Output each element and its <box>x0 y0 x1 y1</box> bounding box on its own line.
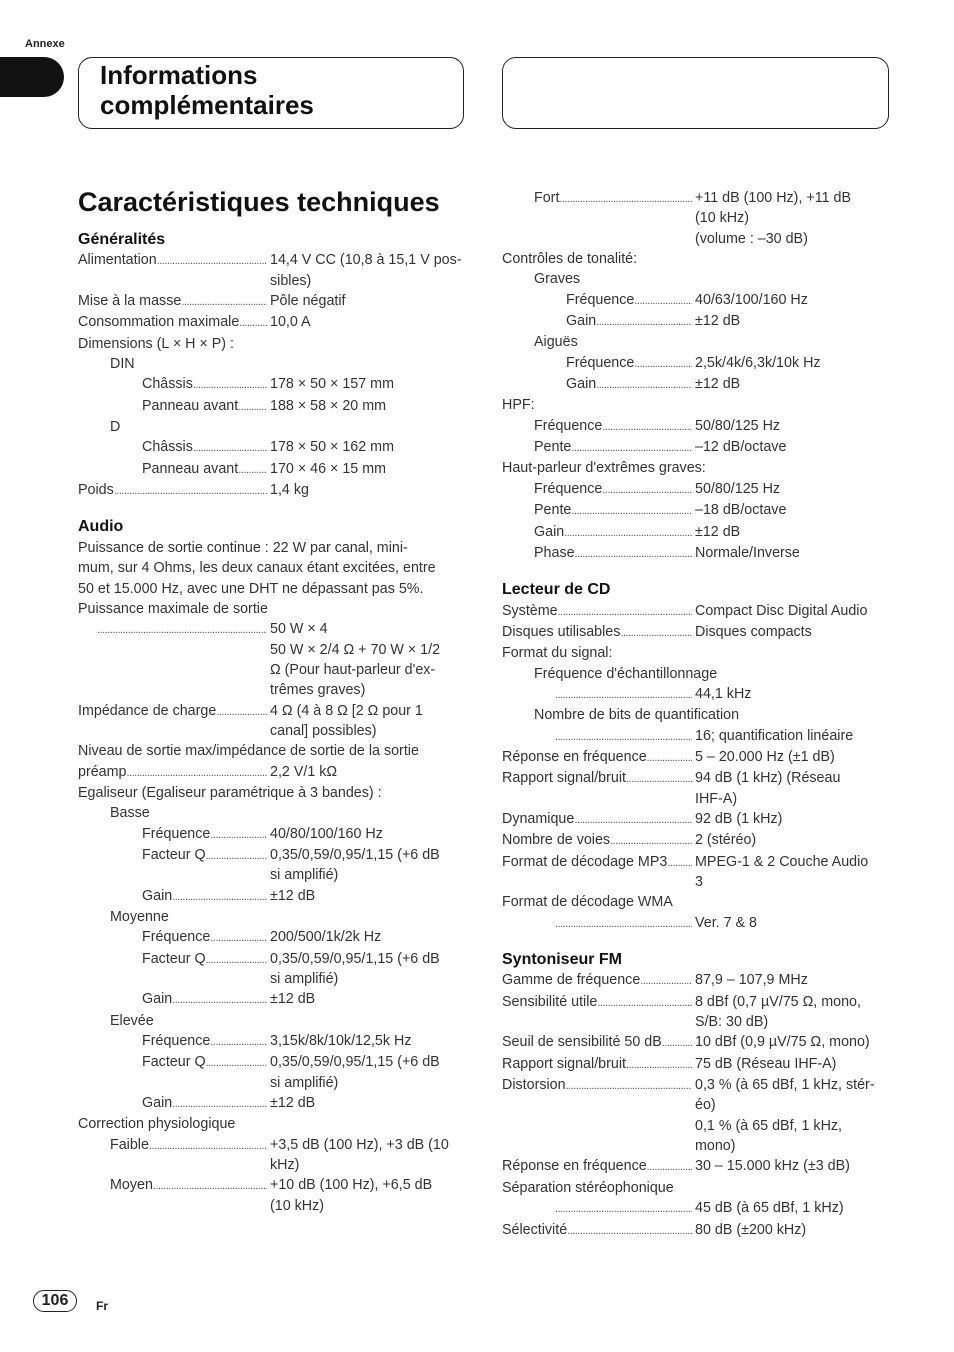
spec-row <box>502 353 894 374</box>
spec-label: Fort ..... <box>502 188 692 249</box>
spec-row <box>502 1220 894 1241</box>
spec-label: Gain ..... <box>78 989 267 1010</box>
spec-row <box>502 1054 894 1075</box>
spec-row <box>502 913 894 934</box>
spec-label: Fréquence ..... <box>502 416 692 437</box>
spec-row <box>78 845 466 886</box>
spec-row <box>502 601 894 622</box>
spec-group-label: Nombre de bits de quantification <box>534 707 740 724</box>
spec-value: +3,5 dB (100 Hz), +3 dB (10 kHz) <box>270 1136 449 1174</box>
section-title-line-1: Informations <box>100 60 258 90</box>
spec-value: ±12 dB <box>695 376 741 393</box>
spec-group-label: DIN <box>110 356 135 373</box>
spec-value: 50 W × 4 50 W × 2/4 Ω + 70 W × 1/2 Ω (Pour haut-parleur d'ex- trêmes graves) <box>270 621 441 699</box>
spec-label: Fréquence ..... <box>502 479 692 500</box>
spec-value: Ver. 7 & 8 <box>695 914 757 931</box>
spec-value: MPEG-1 & 2 Couche Audio 3 <box>695 853 869 890</box>
spec-label: Facteur Q ..... <box>78 845 267 886</box>
spec-group-label: Egaliseur (Egaliseur paramétrique à 3 bandes) : <box>78 784 382 801</box>
spec-label <box>502 1198 692 1219</box>
spec-row <box>502 437 894 458</box>
spec-paragraph: Puissance de sortie continue : 22 W par canal, mini- mum, sur 4 Ohms, les deux canaux étant excitées, entre 50 et 15.000 Hz, avec une DHT ne dépassant pas 5%. <box>78 539 436 597</box>
language-code: Fr <box>96 1299 108 1313</box>
spec-value: 2 (stéréo) <box>695 832 757 849</box>
spec-value: –18 dB/octave <box>695 502 787 519</box>
spec-row <box>502 684 894 705</box>
spec-label <box>502 726 692 747</box>
spec-group-label: Moyenne <box>110 909 169 925</box>
spec-value: ±12 dB <box>270 1095 316 1112</box>
spec-label: Fréquence ..... <box>78 824 267 845</box>
section-gap <box>502 934 894 950</box>
spec-label: Châssis ..... <box>78 374 267 395</box>
spec-label: Poids ..... <box>78 480 267 501</box>
spec-label: Phase ..... <box>502 543 692 564</box>
spec-value: 92 dB (1 kHz) <box>695 810 783 827</box>
spec-value: 75 dB (Réseau IHF-A) <box>695 1055 837 1072</box>
spec-label: Fréquence ..... <box>502 353 692 374</box>
spec-row <box>502 852 894 893</box>
spec-row <box>502 992 894 1033</box>
spec-label: Impédance de charge ..... <box>78 701 267 742</box>
spec-row <box>502 543 894 564</box>
section-gap <box>78 501 466 517</box>
spec-row <box>78 1135 466 1176</box>
spec-value: 188 × 58 × 20 mm <box>270 397 387 414</box>
spec-value: 16; quantification linéaire <box>695 727 854 744</box>
spec-label: Gain ..... <box>502 522 692 543</box>
left-column <box>78 230 466 1216</box>
spec-value: 4 Ω (4 à 8 Ω [2 Ω pour 1 canal] possibles) <box>270 702 423 739</box>
page-title: Caractéristiques techniques <box>78 187 440 217</box>
spec-value: 10 dBf (0,9 µV/75 Ω, mono) <box>695 1034 870 1051</box>
spec-label <box>502 684 692 705</box>
spec-label: Seuil de sensibilité 50 dB ..... <box>502 1032 692 1053</box>
spec-value: 170 × 46 × 15 mm <box>270 460 387 477</box>
spec-label: Panneau avant ..... <box>78 459 267 480</box>
spec-row <box>502 747 894 768</box>
annex-label: Annexe <box>25 38 65 50</box>
spec-row <box>78 762 466 783</box>
page-number: 106 <box>33 1290 77 1312</box>
spec-value: 14,4 V CC (10,8 à 15,1 V pos- sibles) <box>270 252 462 289</box>
spec-group-label: Format du signal: <box>502 645 613 662</box>
spec-row <box>502 726 894 747</box>
spec-value: 50/80/125 Hz <box>695 417 781 434</box>
spec-value: 44,1 kHz <box>695 685 752 702</box>
spec-row <box>78 949 466 990</box>
spec-label: Sélectivité ..... <box>502 1220 692 1241</box>
spec-label: Gain ..... <box>502 311 692 332</box>
spec-label: Panneau avant ..... <box>78 396 267 417</box>
spec-group-label: Graves <box>534 271 581 288</box>
spec-label: Fréquence ..... <box>78 1031 267 1052</box>
spec-label: Rapport signal/bruit ..... <box>502 768 692 809</box>
spec-row <box>78 374 466 395</box>
spec-value: Pôle négatif <box>270 293 346 310</box>
spec-row <box>502 1156 894 1177</box>
spec-label: Sensibilité utile ..... <box>502 992 692 1033</box>
spec-label: Nombre de voies ..... <box>502 830 692 851</box>
section-title <box>100 60 314 120</box>
spec-group-label: Aiguës <box>534 334 578 351</box>
spec-label: Fréquence ..... <box>78 927 267 948</box>
spec-row <box>502 290 894 311</box>
spec-label: Réponse en fréquence ..... <box>502 747 692 768</box>
spec-label: Rapport signal/bruit ..... <box>502 1054 692 1075</box>
spec-group-label: Basse <box>110 805 150 822</box>
spec-label: Pente ..... <box>502 500 692 521</box>
spec-value: ±12 dB <box>695 313 741 330</box>
spec-label: Consommation maximale ..... <box>78 312 267 333</box>
spec-row <box>78 1175 466 1216</box>
spec-value: 200/500/1k/2k Hz <box>270 929 382 946</box>
spec-value: 5 – 20.000 Hz (±1 dB) <box>695 748 835 765</box>
spec-group-label: Haut-parleur d'extrêmes graves: <box>502 460 706 477</box>
section-tab-marker <box>0 57 64 97</box>
fm-heading: Syntoniseur FM <box>502 951 623 969</box>
spec-label: Faible ..... <box>78 1135 267 1176</box>
audio-heading: Audio <box>78 518 124 536</box>
spec-row <box>502 500 894 521</box>
spec-group-label: Contrôles de tonalité: <box>502 251 638 268</box>
spec-group-label: Fréquence d'échantillonnage <box>534 665 718 682</box>
audio-continued-list <box>502 188 894 564</box>
spec-value: 0,35/0,59/0,95/1,15 (+6 dB si amplifié) <box>270 846 440 884</box>
spec-value: 87,9 – 107,9 MHz <box>695 972 808 989</box>
spec-value: 10,0 A <box>270 314 311 331</box>
cd-list <box>502 601 894 935</box>
spec-value: +10 dB (100 Hz), +6,5 dB (10 kHz) <box>270 1177 433 1214</box>
audio-list <box>78 538 466 1216</box>
spec-row <box>78 250 466 291</box>
spec-group-label: D <box>110 419 121 436</box>
spec-label: Pente ..... <box>502 437 692 458</box>
spec-value: 94 dB (1 kHz) (Réseau IHF-A) <box>695 770 841 807</box>
spec-row <box>78 927 466 948</box>
spec-value: 0,35/0,59/0,95/1,15 (+6 dB si amplifié) <box>270 950 440 988</box>
spec-group-label: Séparation stéréophonique <box>502 1179 674 1196</box>
spec-label: Gain ..... <box>502 374 692 395</box>
spec-label: Moyen ..... <box>78 1175 267 1216</box>
section-title-line-2: complémentaires <box>100 90 314 120</box>
spec-label: Mise à la masse ..... <box>78 291 267 312</box>
spec-value: 80 dB (±200 kHz) <box>695 1221 807 1238</box>
spec-label: Facteur Q ..... <box>78 949 267 990</box>
spec-label: Gain ..... <box>78 1093 267 1114</box>
generalites-list <box>78 250 466 501</box>
spec-value: ±12 dB <box>695 523 741 540</box>
spec-row <box>502 1198 894 1219</box>
section-gap <box>502 564 894 580</box>
spec-row <box>78 480 466 501</box>
spec-value: 178 × 50 × 162 mm <box>270 439 394 456</box>
spec-row <box>502 1032 894 1053</box>
spec-value: 8 dBf (0,7 µV/75 Ω, mono, S/B: 30 dB) <box>695 993 861 1031</box>
spec-value: 40/80/100/160 Hz <box>270 825 383 842</box>
spec-value: Disques compacts <box>695 623 812 640</box>
spec-row <box>78 886 466 907</box>
cd-heading: Lecteur de CD <box>502 581 611 599</box>
spec-group-label: Format de décodage WMA <box>502 894 673 911</box>
spec-group-label: Dimensions (L × H × P) : <box>78 335 234 352</box>
spec-row <box>502 830 894 851</box>
spec-label: Disques utilisables ..... <box>502 622 692 643</box>
spec-row <box>502 768 894 809</box>
spec-value: Normale/Inverse <box>695 544 800 561</box>
spec-row <box>502 416 894 437</box>
spec-value: ±12 dB <box>270 887 316 904</box>
spec-value: 45 dB (à 65 dBf, 1 kHz) <box>695 1200 844 1217</box>
spec-label: Dynamique ..... <box>502 809 692 830</box>
spec-row <box>502 809 894 830</box>
spec-value: 0,3 % (à 65 dBf, 1 kHz, stér- éo) 0,1 % (à 65 dBf, 1 kHz, mono) <box>695 1077 875 1155</box>
fm-list <box>502 970 894 1240</box>
spec-row <box>78 459 466 480</box>
spec-row <box>78 824 466 845</box>
spec-label <box>78 619 267 700</box>
spec-value: 40/63/100/160 Hz <box>695 291 808 308</box>
spec-row <box>78 1093 466 1114</box>
generalites-heading: Généralités <box>78 231 166 248</box>
empty-header-box <box>502 57 889 129</box>
spec-row <box>78 1031 466 1052</box>
spec-label: Gain ..... <box>78 886 267 907</box>
spec-row <box>502 970 894 991</box>
spec-label <box>502 913 692 934</box>
spec-row <box>502 479 894 500</box>
spec-row <box>78 1052 466 1093</box>
spec-value: 0,35/0,59/0,95/1,15 (+6 dB si amplifié) <box>270 1054 440 1091</box>
spec-value: 2,5k/4k/6,3k/10k Hz <box>695 354 821 371</box>
spec-row <box>502 622 894 643</box>
spec-group-label: Puissance maximale de sortie <box>78 600 268 617</box>
spec-value: 3,15k/8k/10k/12,5k Hz <box>270 1033 412 1050</box>
spec-group-label: Elevée <box>110 1012 154 1029</box>
spec-value: 1,4 kg <box>270 482 309 499</box>
spec-value: +11 dB (100 Hz), +11 dB (10 kHz) (volume : –30 dB) <box>695 190 852 247</box>
spec-label: Distorsion ..... <box>502 1075 692 1156</box>
spec-label: Fréquence ..... <box>502 290 692 311</box>
spec-label: Facteur Q ..... <box>78 1052 267 1093</box>
spec-row <box>502 1075 894 1156</box>
spec-value: ±12 dB <box>270 991 316 1008</box>
spec-row <box>502 374 894 395</box>
spec-row <box>78 701 466 742</box>
spec-label: préamp ..... <box>78 762 267 783</box>
spec-row <box>502 522 894 543</box>
spec-value: 50/80/125 Hz <box>695 480 781 497</box>
spec-value: –12 dB/octave <box>695 439 787 456</box>
spec-label: Réponse en fréquence ..... <box>502 1156 692 1177</box>
spec-group-label: Correction physiologique <box>78 1116 236 1133</box>
spec-group-label: HPF: <box>502 397 535 414</box>
spec-label: Alimentation ..... <box>78 250 267 291</box>
spec-row <box>78 291 466 312</box>
spec-row <box>502 188 894 249</box>
spec-label: Gamme de fréquence ..... <box>502 970 692 991</box>
spec-value: 178 × 50 × 157 mm <box>270 376 394 393</box>
spec-value: Compact Disc Digital Audio <box>695 602 868 619</box>
right-column <box>502 188 894 1241</box>
spec-label: Système ..... <box>502 601 692 622</box>
spec-value: 2,2 V/1 kΩ <box>270 763 338 780</box>
spec-row <box>78 619 466 700</box>
spec-group-label: Niveau de sortie max/impédance de sortie de la sortie <box>78 743 419 760</box>
spec-row <box>78 396 466 417</box>
spec-row <box>78 989 466 1010</box>
spec-label: Châssis ..... <box>78 437 267 458</box>
spec-row <box>502 311 894 332</box>
spec-row <box>78 437 466 458</box>
spec-value: 30 – 15.000 kHz (±3 dB) <box>695 1158 850 1175</box>
spec-label: Format de décodage MP3 ..... <box>502 852 692 893</box>
spec-row <box>78 312 466 333</box>
